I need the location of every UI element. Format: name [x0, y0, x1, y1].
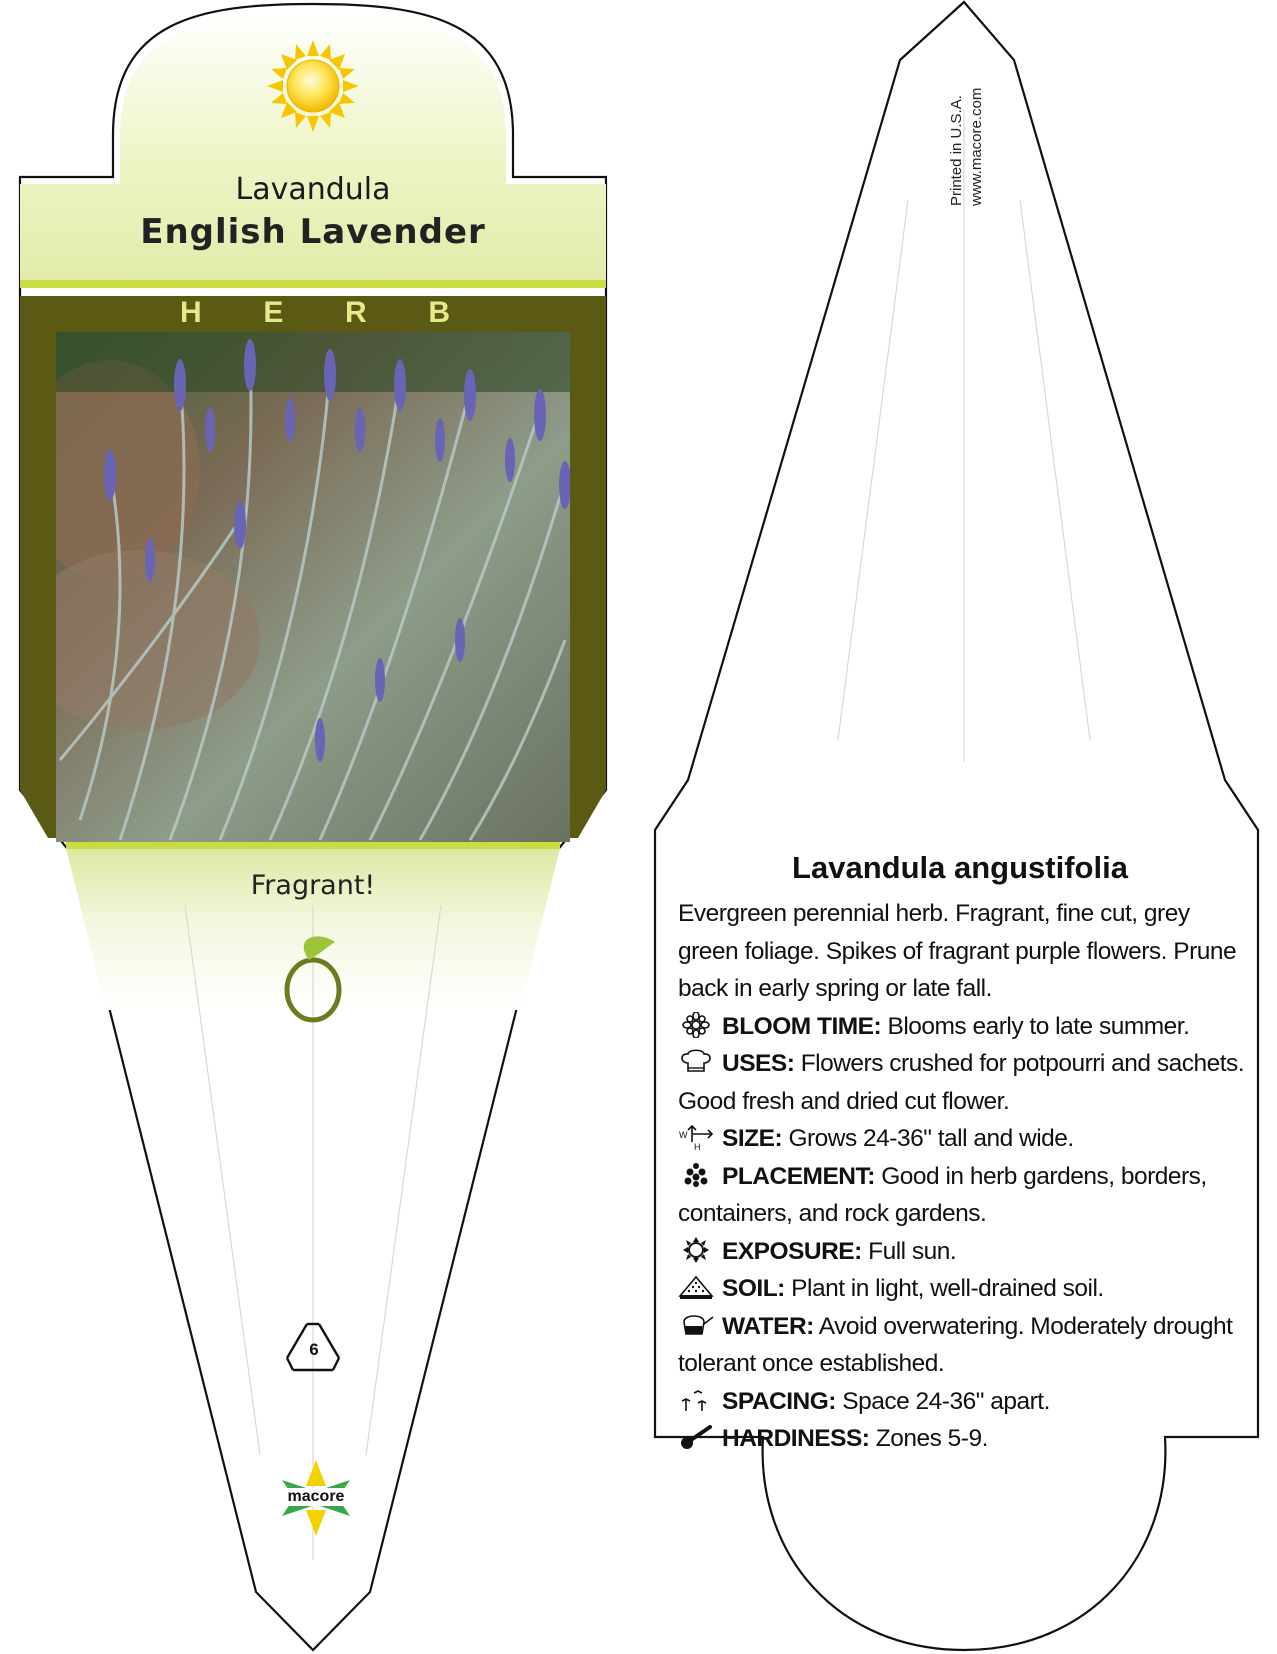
attribute-text: Space 24-36" apart.	[842, 1387, 1050, 1415]
category-letter: E	[263, 296, 284, 329]
website-text: www.macore.com	[968, 87, 985, 206]
care-info	[678, 895, 1248, 1458]
printed-in-text: Printed in U.S.A.	[948, 95, 965, 206]
attribute-text: Avoid overwatering. Moderately drought tolerant once established.	[678, 1312, 1233, 1377]
attribute-label: SIZE:	[722, 1125, 783, 1152]
thermometer-icon	[678, 1424, 714, 1450]
botanical-name: Lavandula angustifolia	[792, 850, 1128, 885]
recycle-number: 6	[309, 1340, 319, 1359]
attribute-label: WATER:	[722, 1312, 814, 1340]
attribute-row-hardiness	[678, 1420, 1248, 1458]
flower-icon	[678, 1012, 714, 1038]
category-letter: H	[180, 296, 202, 329]
attribute-label: HARDINESS:	[722, 1425, 870, 1452]
attribute-label: SOIL:	[722, 1275, 785, 1302]
attribute-row-uses	[678, 1045, 1248, 1120]
attribute-row-spacing	[678, 1383, 1248, 1421]
attribute-text: Good in herb gardens, borders, containers, and rock gardens.	[678, 1162, 1207, 1227]
attribute-label: BLOOM TIME:	[722, 1012, 882, 1040]
attribute-row-bloom	[678, 1008, 1248, 1046]
attribute-text: Full sun.	[868, 1237, 957, 1265]
plant-photo	[20, 332, 571, 842]
attribute-text: Zones 5-9.	[875, 1425, 988, 1452]
attribute-label: SPACING:	[722, 1387, 836, 1415]
description: Evergreen perennial herb. Fragrant, fine cut, grey green foliage. Spikes of fragrant purple flowers. Prune back in early spring or late fall.	[678, 900, 1237, 1002]
attribute-label: PLACEMENT:	[722, 1162, 875, 1190]
tagline: Fragrant!	[250, 870, 376, 901]
attribute-label: USES:	[722, 1050, 795, 1077]
attribute-text: Grows 24-36" tall and wide.	[788, 1125, 1074, 1152]
spacing-icon	[678, 1387, 714, 1413]
placement-icon	[678, 1162, 714, 1188]
attribute-row-placement	[678, 1158, 1248, 1233]
chef-hat-icon	[678, 1049, 714, 1075]
category-letter: B	[428, 296, 450, 329]
sun-icon	[678, 1237, 714, 1263]
attribute-row-soil	[678, 1270, 1248, 1308]
size-icon-w: W	[679, 1130, 687, 1140]
attribute-text: Plant in light, well-drained soil.	[791, 1275, 1104, 1302]
size-icon-h: H	[694, 1142, 700, 1150]
size-icon	[678, 1124, 714, 1150]
soil-icon	[678, 1274, 714, 1300]
brand-name: macore	[287, 1488, 345, 1505]
attribute-row-water	[678, 1308, 1248, 1383]
attribute-text: Blooms early to late summer.	[887, 1012, 1190, 1040]
watering-can-icon	[678, 1312, 714, 1338]
category-label	[180, 296, 450, 330]
attribute-text: Flowers crushed for potpourri and sachets. Good fresh and dried cut flower.	[678, 1050, 1245, 1115]
front-accent-stripe-top	[20, 280, 606, 288]
attribute-label: EXPOSURE:	[722, 1237, 862, 1265]
common-name-line1: Lavandula	[235, 172, 391, 207]
category-letter: R	[345, 296, 367, 329]
front-accent-stripe-bottom	[66, 842, 560, 849]
attribute-row-size	[678, 1120, 1248, 1158]
common-name-line2: English Lavender	[140, 212, 486, 252]
attribute-row-exposure	[678, 1233, 1248, 1271]
